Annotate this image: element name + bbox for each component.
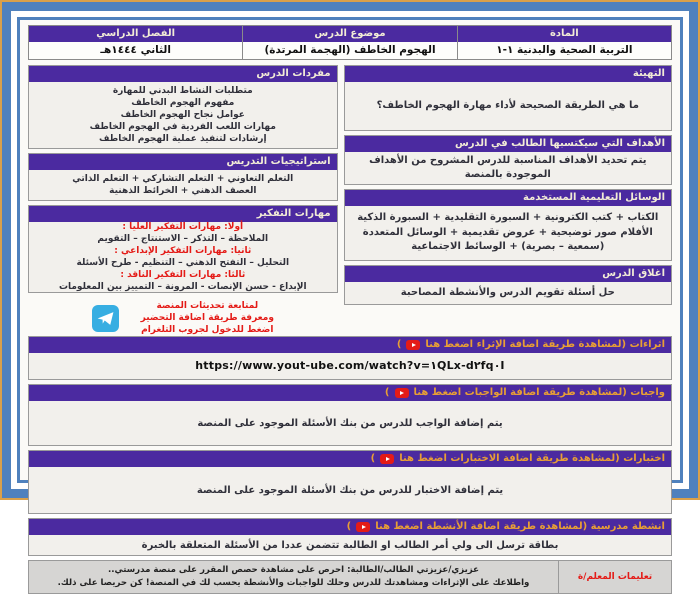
strategies-section bbox=[28, 153, 338, 201]
tests-body: يتم إضافة الاختبار للدرس من بنك الأسئلة الموجود على المنصة bbox=[29, 467, 671, 513]
teacher-notes-line: عزيزي/عزيزتي الطالب/الطالبة: احرص على مشاهدة حصص المقرر على منصة مدرستي.. bbox=[35, 564, 552, 577]
semester-value: الثاني ١٤٤٤هـ bbox=[29, 42, 242, 59]
aids-line: (سمعية – بصرية) + الوسائط الاجتماعية bbox=[349, 240, 667, 255]
page-inner-border bbox=[17, 17, 683, 483]
subject-value: التربية الصحية والبدنية ١-١ bbox=[458, 42, 671, 59]
lesson-sheet bbox=[28, 25, 672, 475]
enrichments-header[interactable] bbox=[29, 337, 671, 353]
homework-body: يتم إضافة الواجب للدرس من بنك الأسئلة الموجود على المنصة bbox=[29, 401, 671, 445]
telegram-promo[interactable] bbox=[28, 297, 338, 336]
lesson-topic-header: موضوع الدرس bbox=[243, 26, 456, 42]
teaching-aids-body bbox=[345, 206, 671, 260]
thinking-skills-body bbox=[29, 222, 337, 292]
teaching-aids-title: الوسائل التعليمية المستخدمة bbox=[345, 190, 671, 206]
tests-header[interactable] bbox=[29, 451, 671, 467]
homework-header[interactable] bbox=[29, 385, 671, 401]
teaching-aids-section bbox=[344, 189, 672, 261]
school-activities-body: بطاقة ترسل الى ولي أمر الطالب او الطالبة تتضمن عددا من الأسئلة المتعلقة بالخبرة bbox=[29, 535, 671, 555]
strategies-title: استراتيجيات التدريس bbox=[29, 154, 337, 170]
thinking-skills-title: مهارات التفكير bbox=[29, 206, 337, 222]
objectives-section bbox=[344, 135, 672, 185]
telegram-line: لمتابعة تحديثات المنصة bbox=[141, 300, 274, 312]
play-badge-icon bbox=[356, 522, 370, 532]
left-column bbox=[28, 65, 338, 336]
semester-cell bbox=[29, 26, 242, 59]
thinking-heading: ثانيا: مهارات التفكير الإبداعي : bbox=[33, 245, 333, 257]
teacher-notes-label: تعليمات المعلم/ة bbox=[558, 561, 671, 593]
page-mat bbox=[11, 11, 689, 489]
tests-section bbox=[28, 450, 672, 514]
thinking-text: التحليل – التفتح الذهني – التنظيم - طرح الأسئلة bbox=[33, 257, 333, 269]
telegram-line: اضغط للدخول لجروب التلغرام bbox=[141, 324, 274, 336]
teacher-notes-body bbox=[29, 561, 558, 593]
thinking-text: الملاحظة – التذكر – الاستنتاج – التقويم bbox=[33, 233, 333, 245]
right-column bbox=[344, 65, 672, 336]
vocabulary-body bbox=[29, 82, 337, 148]
tests-title-close: ) bbox=[371, 453, 376, 464]
telegram-line: ومعرفة طريقة اضافة التحضير bbox=[141, 312, 274, 324]
play-badge-icon bbox=[380, 454, 394, 464]
homework-title-close: ) bbox=[385, 387, 390, 398]
telegram-promo-text bbox=[141, 300, 274, 336]
vocab-line: إرشادات لتنفيذ عملية الهجوم الخاطف bbox=[33, 133, 333, 145]
objectives-body: يتم تحديد الأهداف المناسبة للدرس المشروح من الأهداف الموجودة بالمنصة bbox=[345, 152, 671, 184]
teacher-notes bbox=[28, 560, 672, 594]
play-badge-icon bbox=[406, 340, 420, 350]
strategy-line: العصف الذهني + الخرائط الذهنية bbox=[33, 185, 333, 197]
enrichments-body bbox=[29, 353, 671, 379]
school-activities-title-close: ) bbox=[347, 521, 352, 532]
tests-title: اختبارات (لمشاهدة طريقة اضافة الاختبارات اضغط هنا bbox=[399, 453, 665, 464]
telegram-icon[interactable] bbox=[92, 305, 119, 332]
enrichments-title-close: ) bbox=[397, 339, 402, 350]
aids-line: الكتاب + كتب الكترونية + السبورة التقليدية + السبورة الذكية bbox=[349, 211, 667, 226]
homework-title: واجبات (لمشاهدة طريقة اضافة الواجبات اضغط هنا bbox=[414, 387, 666, 398]
thinking-text: الإبداع - حسن الإنصات - المرونة – التمييز بين المعلومات bbox=[33, 281, 333, 293]
school-activities-title: انشطة مدرسية (لمشاهدة طريقة اضافة الأنشطة اضغط هنا bbox=[375, 521, 665, 532]
school-activities-header[interactable] bbox=[29, 519, 671, 535]
objectives-title: الأهداف التي سيكتسبها الطالب في الدرس bbox=[345, 136, 671, 152]
vocab-line: متطلبات النشاط البدني للمهارة bbox=[33, 85, 333, 97]
lesson-closing-body: حل أسئلة تقويم الدرس والأنشطة المصاحبة bbox=[345, 282, 671, 304]
vocab-line: عوامل نجاح الهجوم الخاطف bbox=[33, 109, 333, 121]
homework-section bbox=[28, 384, 672, 446]
enrichments-section bbox=[28, 336, 672, 380]
vocabulary-section bbox=[28, 65, 338, 149]
subject-cell bbox=[457, 26, 671, 59]
warmup-body: ما هي الطريقة الصحيحة لأداء مهارة الهجوم الخاطف؟ bbox=[345, 82, 671, 130]
strategy-line: التعلم التعاوني + التعلم التشاركي + التعلم الذاتي bbox=[33, 173, 333, 185]
strategies-body bbox=[29, 170, 337, 200]
lesson-info-table bbox=[28, 25, 672, 60]
vocabulary-title: مفردات الدرس bbox=[29, 66, 337, 82]
play-badge-icon bbox=[395, 388, 409, 398]
thinking-heading: ثالثا: مهارات التفكير الناقد : bbox=[33, 269, 333, 281]
enrichment-url[interactable]: https://www.yout-ube.com/watch?v=١QLx-d٢fq٠I bbox=[33, 358, 667, 375]
aids-line: الأفلام صور توضيحية + عروض تقديمية + الوسائل المتعددة bbox=[349, 226, 667, 241]
school-activities-section bbox=[28, 518, 672, 556]
vocab-line: مفهوم الهجوم الخاطف bbox=[33, 97, 333, 109]
warmup-title: التهيئة bbox=[345, 66, 671, 82]
lesson-topic-cell bbox=[242, 26, 456, 59]
thinking-skills-section bbox=[28, 205, 338, 293]
warmup-section bbox=[344, 65, 672, 131]
subject-header: المادة bbox=[458, 26, 671, 42]
lesson-closing-title: اغلاق الدرس bbox=[345, 266, 671, 282]
lesson-topic-value: الهجوم الخاطف (الهجمة المرتدة) bbox=[243, 42, 456, 59]
enrichments-title: اثراءات (لمشاهدة طريقة اضافة الإثراء اضغط هنا bbox=[425, 339, 665, 350]
vocab-line: مهارات اللعب الفردية في الهجوم الخاطف bbox=[33, 121, 333, 133]
thinking-heading: أولا: مهارات التفكير العليا : bbox=[33, 221, 333, 233]
lesson-closing-section bbox=[344, 265, 672, 305]
teacher-notes-line: واطلاعك على الإثراءات ومشاهدتك للدرس وحلك للواجبات والأنشطة يحسب لك في المنصة! كن حريصا على ذلك. bbox=[35, 577, 552, 590]
semester-header: الفصل الدراسي bbox=[29, 26, 242, 42]
